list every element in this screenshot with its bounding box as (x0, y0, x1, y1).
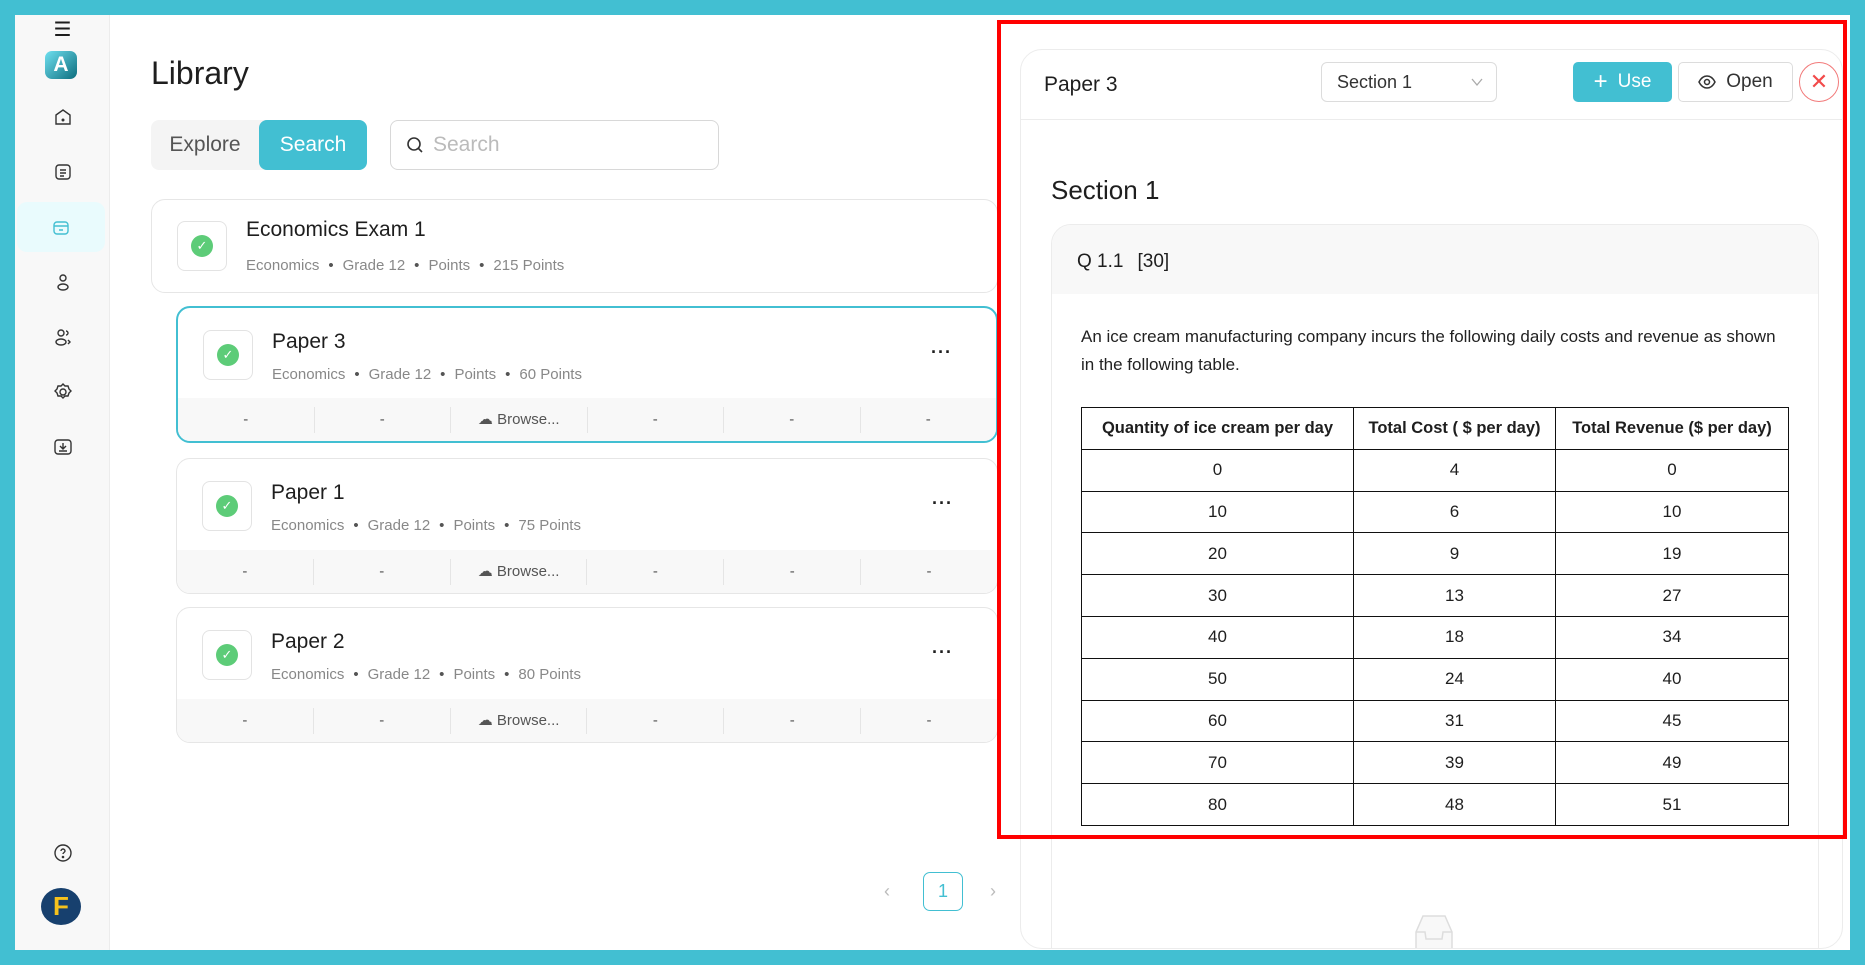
user-avatar[interactable]: F (41, 888, 81, 925)
page-title: Library (151, 55, 249, 91)
table-cell: 0 (1556, 449, 1789, 491)
paper-name: Paper 1 (271, 481, 345, 504)
plus-icon: + (1593, 68, 1608, 95)
points: 80 Points (518, 666, 581, 683)
search-icon (405, 135, 425, 155)
paper-card[interactable] (176, 306, 998, 443)
browse-button[interactable] (450, 559, 587, 585)
footer-cell: - (587, 407, 724, 433)
table-cell: 51 (1556, 784, 1789, 826)
table-cell: 39 (1354, 742, 1556, 784)
points: 75 Points (518, 517, 581, 534)
grade: Grade 12 (368, 366, 432, 383)
more-options-button[interactable]: ··· (932, 493, 953, 513)
panel-header (1021, 50, 1842, 120)
table-cell: 30 (1082, 575, 1354, 617)
library-icon[interactable] (17, 202, 105, 252)
table-cell: 40 (1082, 616, 1354, 658)
browse-button[interactable] (450, 407, 587, 433)
table-cell: 80 (1082, 784, 1354, 826)
browse-label: Browse... (497, 410, 560, 428)
eye-icon (1698, 75, 1716, 89)
table-cell: 34 (1556, 616, 1789, 658)
table-cell: 70 (1082, 742, 1354, 784)
table-row (1082, 658, 1789, 700)
paper-preview-panel (1020, 49, 1843, 949)
footer-cell: - (314, 407, 451, 433)
points-label: Points (454, 366, 497, 383)
users-icon[interactable] (15, 317, 110, 357)
question-number: Q 1.1 (1077, 251, 1124, 272)
paper-footer (178, 398, 996, 441)
footer-cell: - (860, 407, 997, 433)
points-label: Points (453, 666, 496, 683)
paper-footer (177, 699, 997, 742)
browse-button[interactable] (450, 708, 587, 734)
subject: Economics (246, 257, 320, 274)
check-icon: ✓ (216, 644, 238, 666)
section-select[interactable] (1321, 62, 1497, 102)
grade: Grade 12 (342, 257, 406, 274)
paper-name: Paper 2 (271, 630, 345, 653)
table-row (1082, 784, 1789, 826)
prev-page-button[interactable]: ‹ (884, 881, 890, 901)
question-card (1051, 224, 1819, 949)
chevron-down-icon (1470, 77, 1484, 87)
question-text: An ice cream manufacturing company incurs the following daily costs and revenue as shown in the following table. (1081, 327, 1776, 374)
table-cell: 10 (1556, 491, 1789, 533)
table-cell: 10 (1082, 491, 1354, 533)
more-options-button[interactable]: ··· (931, 342, 952, 362)
menu-icon[interactable]: ☰ (53, 18, 72, 41)
app-window (15, 15, 1850, 950)
panel-title: Paper 3 (1044, 73, 1118, 96)
paper-card[interactable] (176, 458, 998, 594)
table-row (1082, 575, 1789, 617)
settings-icon[interactable] (15, 372, 110, 412)
points-label: Points (428, 257, 471, 274)
check-icon: ✓ (216, 495, 238, 517)
tab-search[interactable]: Search (259, 120, 367, 170)
use-label: Use (1617, 71, 1652, 92)
subject: Economics (271, 666, 345, 683)
paper-meta: Economics • Grade 12 • Points • 75 Points (271, 517, 581, 534)
table-row (1082, 616, 1789, 658)
footer-cell: - (586, 559, 723, 585)
table-cell: 4 (1354, 449, 1556, 491)
home-icon[interactable] (15, 97, 110, 137)
empty-state-icon (1402, 915, 1466, 949)
exam-checkbox[interactable] (177, 221, 227, 271)
table-cell: 9 (1354, 533, 1556, 575)
open-label: Open (1726, 71, 1773, 92)
table-row (1082, 449, 1789, 491)
close-button[interactable]: ✕ (1799, 62, 1839, 102)
paper-meta: Economics • Grade 12 • Points • 80 Points (271, 666, 581, 683)
table-row (1082, 491, 1789, 533)
paper-meta: Economics • Grade 12 • Points • 60 Points (272, 366, 582, 383)
table-row (1082, 742, 1789, 784)
table-cell: 40 (1556, 658, 1789, 700)
grade: Grade 12 (367, 517, 431, 534)
footer-cell: - (860, 708, 997, 734)
footer-cell: - (313, 708, 450, 734)
table-cell: 0 (1082, 449, 1354, 491)
cloud-icon: ☁︎ (477, 410, 498, 428)
column-header: Total Revenue ($ per day) (1556, 408, 1789, 450)
table-cell: 6 (1354, 491, 1556, 533)
table-cell: 27 (1556, 575, 1789, 617)
library-tabs (151, 120, 367, 170)
footer-cell: - (723, 708, 860, 734)
table-row (1082, 700, 1789, 742)
table-cell: 24 (1354, 658, 1556, 700)
exam-card[interactable] (151, 199, 998, 293)
table-cell: 45 (1556, 700, 1789, 742)
open-button[interactable] (1678, 62, 1793, 102)
download-icon[interactable] (15, 427, 110, 467)
table-cell: 20 (1082, 533, 1354, 575)
browse-label: Browse... (496, 562, 560, 580)
sidebar (15, 15, 110, 950)
page-1-button[interactable]: 1 (923, 872, 963, 911)
search-input[interactable] (433, 133, 693, 157)
table-cell: 31 (1354, 700, 1556, 742)
grade: Grade 12 (367, 666, 431, 683)
check-icon: ✓ (217, 344, 239, 366)
subject: Economics (272, 366, 346, 383)
table-cell: 49 (1556, 742, 1789, 784)
section-title: Section 1 (1051, 175, 1160, 205)
check-icon: ✓ (191, 235, 213, 257)
question-header (1052, 225, 1818, 294)
help-icon[interactable] (15, 833, 110, 873)
cloud-icon: ☁︎ (477, 562, 497, 580)
paper-footer (177, 550, 997, 593)
table-cell: 60 (1082, 700, 1354, 742)
browse-label: Browse... (496, 711, 560, 729)
papers-icon[interactable] (15, 152, 110, 192)
app-logo[interactable]: A (45, 51, 77, 79)
footer-cell: - (242, 562, 248, 580)
footer-cell: - (242, 711, 248, 729)
column-header: Total Cost ( $ per day) (1354, 408, 1556, 450)
more-options-button[interactable]: ··· (932, 642, 953, 662)
points-label: Points (453, 517, 496, 534)
exam-name: Economics Exam 1 (246, 218, 426, 241)
user-icon[interactable] (15, 262, 110, 302)
footer-cell: - (723, 559, 860, 585)
footer-cell: - (313, 559, 450, 585)
footer-cell: - (860, 559, 997, 585)
points: 60 Points (519, 366, 582, 383)
exam-meta: Economics • Grade 12 • Points • 215 Points (246, 257, 565, 274)
footer-cell: - (723, 407, 860, 433)
column-header: Quantity of ice cream per day (1082, 408, 1354, 450)
table-row (1082, 533, 1789, 575)
paper-checkbox[interactable] (203, 330, 253, 380)
table-cell: 50 (1082, 658, 1354, 700)
question-marks: [30] (1137, 251, 1170, 272)
paper-checkbox[interactable] (202, 630, 252, 680)
table-cell: 19 (1556, 533, 1789, 575)
paper-checkbox[interactable] (202, 481, 252, 531)
subject: Economics (271, 517, 345, 534)
paper-card[interactable] (176, 607, 998, 743)
section-select-value: Section 1 (1337, 71, 1413, 92)
footer-cell: - (586, 708, 723, 734)
paper-name: Paper 3 (272, 330, 346, 353)
table-cell: 48 (1354, 784, 1556, 826)
next-page-button[interactable]: › (990, 881, 996, 901)
points: 215 Points (493, 257, 565, 274)
table-cell: 13 (1354, 575, 1556, 617)
table-cell: 18 (1354, 616, 1556, 658)
use-button[interactable] (1573, 62, 1672, 102)
tab-explore[interactable]: Explore (169, 133, 241, 156)
cloud-icon: ☁︎ (477, 711, 497, 729)
search-box (390, 120, 719, 170)
footer-cell: - (243, 410, 249, 428)
data-table (1081, 407, 1789, 826)
